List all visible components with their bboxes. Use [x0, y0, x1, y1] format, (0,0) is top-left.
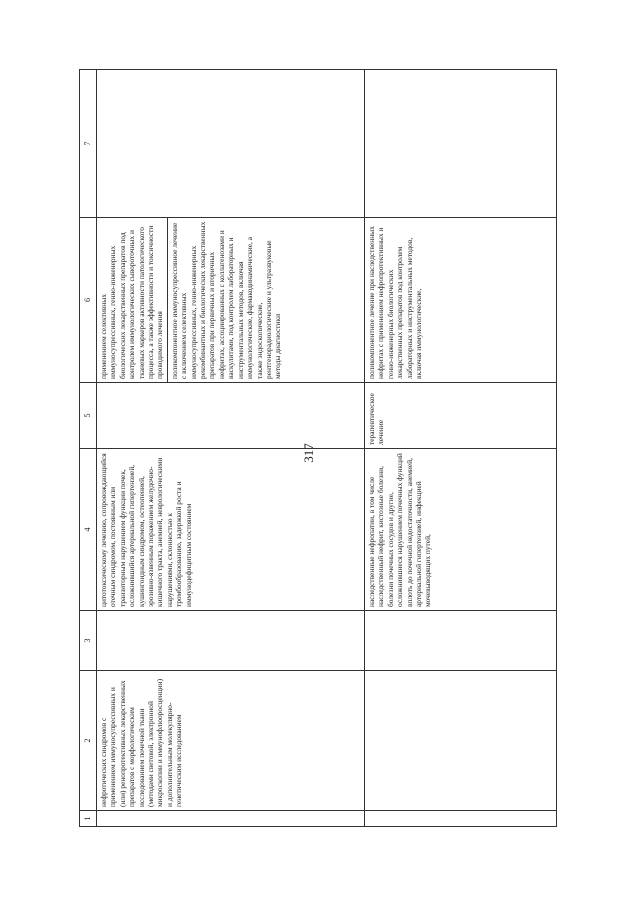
header-cell-1: 1: [80, 811, 97, 827]
header-cell-6: 6: [80, 218, 97, 383]
header-row: [80, 70, 97, 827]
treatment-table: [79, 69, 557, 827]
header-cell-3: 3: [80, 611, 97, 671]
header-cell-4: 4: [80, 449, 97, 611]
row1-cell-6-part-a: применением селективных иммуносупрессивных, генно-инженерных биологических лекарственных препаратов под контролем иммунологических сывороточных и тканевых маркеров активности патологического процесса, а также эффективности и токсичности проводимого лечения: [99, 225, 165, 379]
table-row: [365, 70, 557, 827]
header-cell-5: 5: [80, 383, 97, 449]
treatment-table-container: [79, 70, 557, 827]
row2-cell-3: [365, 611, 557, 671]
header-cell-2: 2: [80, 671, 97, 811]
row2-cell-5: терапевтическое лечение: [365, 383, 557, 449]
header-cell-7: 7: [80, 70, 97, 218]
row2-cell-6: поликомпонентное лечение при наследственных нефритах с применением нефропротективных и генно-инженерных биологических лекарственных препаратов под контролем лабораторных и инструментальных методов, включая иммунологические,: [365, 218, 557, 383]
row1-cell-7: [97, 70, 365, 218]
rotated-table: [79, 70, 557, 827]
row2-cell-7: [365, 70, 557, 218]
row2-cell-1: [365, 811, 557, 827]
row1-cell-6-part-b: поликомпонентное иммуносупрессивное лечение с включением селективных иммуносупрессивных, генно-инженерных рекомбинантных и биологических лекарственных препаратов при первичных и вторичных нефритах, ассоциированных с коллагенозами и васкулитами, под контролем лабораторных и инструментальных методов, включая иммунологические, фармакодинамические, а также эндоскопические, рентгенорадиологические и ультразвуковые методы диагностики: [167, 218, 283, 382]
row1-cell-2: нефротических синдромов с применением иммуносупрессивных и (или) ренопротективных лекарственных препаратов с морфологическим исследованием почечной ткани (методами световой, электронной микроскопии и иммунофлюоросценции) и дополнительным молекулярно-генетическим исследованием: [97, 671, 365, 811]
row1-cell-5: [97, 383, 365, 449]
row2-cell-4: наследственные нефропатии, в том числе наследственный нефрит, кистозные болезни, болезни почечных сосудов и другие, осложнившиеся нарушением почечных функций вплоть до почечной недостаточности, анемией, артериальной гипертензией, инфекцией мочевыводящих путей,: [365, 449, 557, 611]
table-row: [97, 70, 365, 827]
row1-cell-4: цитотоксическому лечению, сопровождающийся отечным синдромом, постоянным или транзиторным нарушением функции почек, осложнившийся артериальной гипертензией, кушингоидным синдромом, остеопенией, эрозивно-язвенным поражением желудочно-кишечного тракта, анемией, неврологическими нарушениями, склонностью к тромбообразованию, задержкой роста и иммунодефицитным состоянием: [97, 449, 365, 611]
row2-cell-2: [365, 671, 557, 811]
row1-cell-1: [97, 811, 365, 827]
row1-cell-6: [97, 218, 365, 383]
page-number: 317: [301, 443, 316, 463]
row1-cell-3: [97, 611, 365, 671]
